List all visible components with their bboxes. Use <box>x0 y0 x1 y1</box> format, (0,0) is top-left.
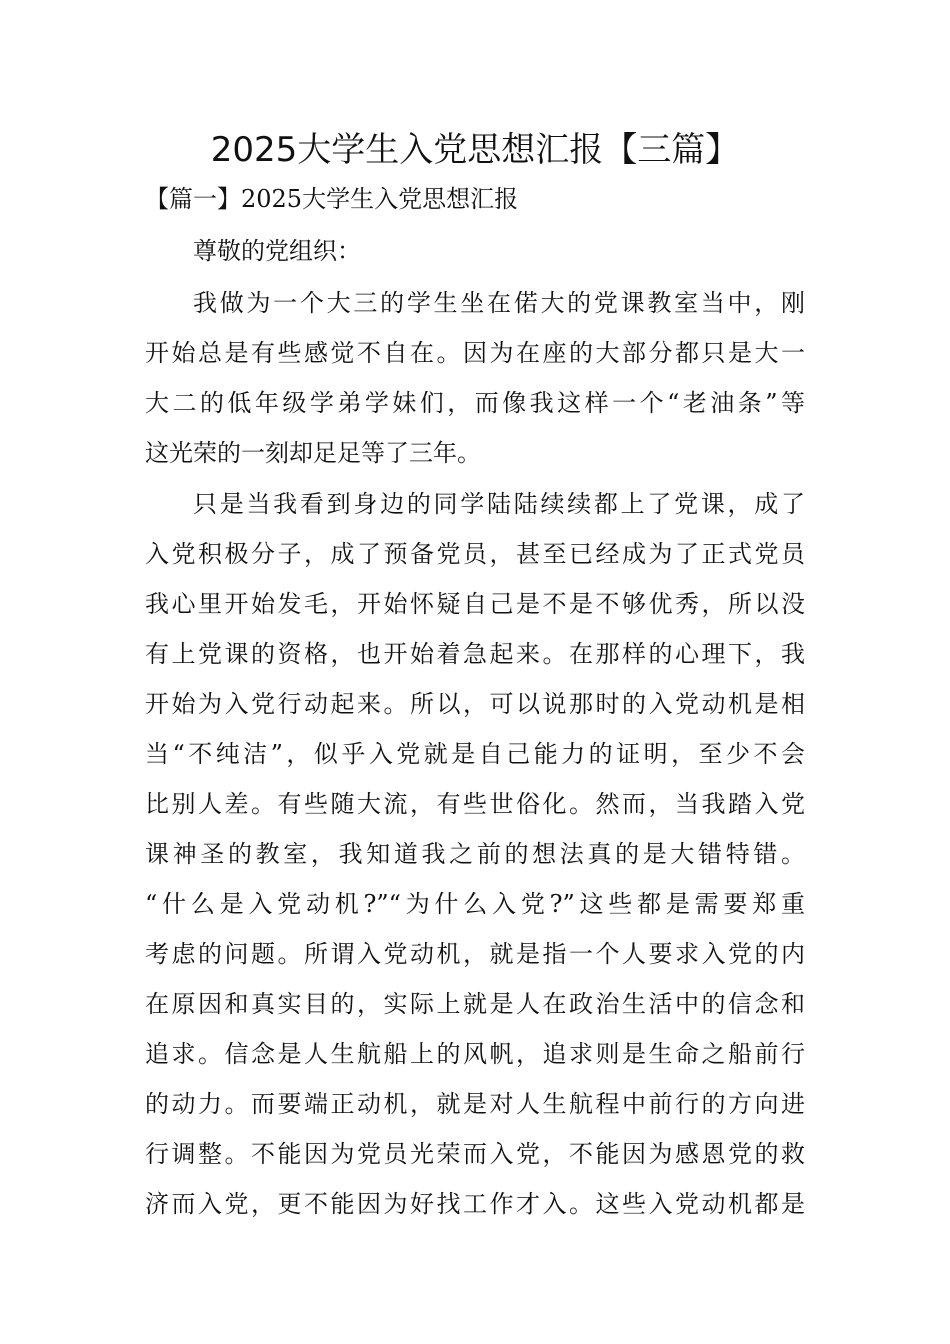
section-heading: 【篇一】2025大学生入党思想汇报 <box>145 185 519 213</box>
document-title: 2025大学生入党思想汇报【三篇】 <box>210 130 740 170</box>
paragraph-line: 追求。信念是人生航船上的风帆，追求则是生命之船前行 <box>145 1040 805 1068</box>
paragraph-line: 当“不纯洁”，似乎入党就是自己能力的证明，至少不会 <box>145 740 805 768</box>
paragraph-line: 这光荣的一刻却足足等了三年。 <box>145 439 481 467</box>
paragraph-line: 只是当我看到身边的同学陆陆续续都上了党课，成了 <box>193 490 805 518</box>
paragraph-line: 行调整。不能因为党员光荣而入党，不能因为感恩党的救 <box>145 1140 805 1168</box>
paragraph-line: 比别人差。有些随大流，有些世俗化。然而，当我踏入党 <box>145 790 805 818</box>
paragraph-line: 我心里开始发毛，开始怀疑自己是不是不够优秀，所以没 <box>145 590 805 618</box>
paragraph-line: 济而入党，更不能因为好找工作才入。这些入党动机都是 <box>145 1190 805 1218</box>
paragraph-line: 我做为一个大三的学生坐在偌大的党课教室当中，刚 <box>193 289 805 317</box>
paragraph-line: 的动力。而要端正动机，就是对人生航程中前行的方向进 <box>145 1090 805 1118</box>
paragraph-line: 考虑的问题。所谓入党动机，就是指一个人要求入党的内 <box>145 940 805 968</box>
paragraph-line: 大二的低年级学弟学妹们，而像我这样一个“老油条”等 <box>145 389 805 417</box>
paragraph-line: “什么是入党动机?”“为什么入党?”这些都是需要郑重 <box>145 890 805 918</box>
paragraph-line: 有上党课的资格，也开始着急起来。在那样的心理下，我 <box>145 640 805 668</box>
paragraph-line: 在原因和真实目的，实际上就是人在政治生活中的信念和 <box>145 990 805 1018</box>
paragraph-line: 开始为入党行动起来。所以，可以说那时的入党动机是相 <box>145 690 805 718</box>
paragraph-line: 入党积极分子，成了预备党员，甚至已经成为了正式党员 <box>145 540 805 568</box>
paragraph-line: 开始总是有些感觉不自在。因为在座的大部分都只是大一 <box>145 339 805 367</box>
paragraph-line: 课神圣的教室，我知道我之前的想法真的是大错特错。 <box>145 840 805 868</box>
salutation: 尊敬的党组织： <box>193 237 361 265</box>
